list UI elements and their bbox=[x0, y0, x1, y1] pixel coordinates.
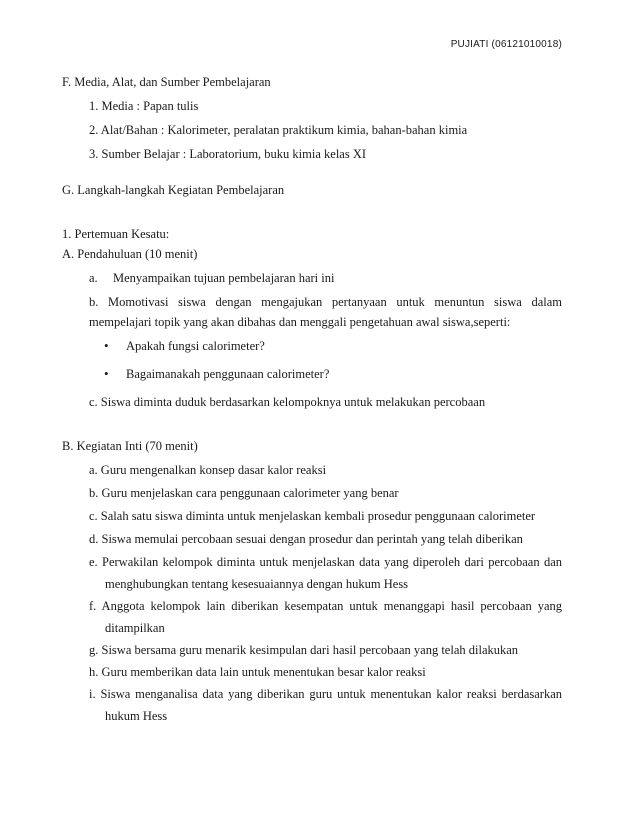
part-a-item-a-number: a. bbox=[89, 271, 98, 285]
part-a-item-a bbox=[89, 268, 562, 288]
section-f-item-1: 1. Media : Papan tulis bbox=[89, 99, 199, 113]
part-a-bullet-2 bbox=[104, 364, 544, 384]
section-f-title: F. Media, Alat, dan Sumber Pembelajaran bbox=[62, 75, 271, 89]
part-a-item-b-line-1: b. Momotivasi siswa dengan mengajukan pertanyaan untuk menuntun siswa dalam bbox=[89, 295, 562, 309]
part-b-item-i-line-2: hukum Hess bbox=[105, 709, 168, 723]
part-b-title: B. Kegiatan Inti (70 menit) bbox=[62, 439, 198, 453]
bullet-icon: • bbox=[104, 366, 109, 381]
part-a-title: A. Pendahuluan (10 menit) bbox=[62, 247, 198, 261]
part-b-item-f-line-2: ditampilkan bbox=[105, 621, 165, 635]
part-a-item-b-line-2: mempelajari topik yang akan dibahas dan menggali pengetahuan awal siswa,seperti: bbox=[89, 315, 511, 329]
part-a-bullet-1 bbox=[104, 336, 544, 356]
part-b-item-f-line-1: f. Anggota kelompok lain diberikan kesempatan untuk menanggapi hasil percobaan yang bbox=[89, 599, 562, 613]
section-f-item-3: 3. Sumber Belajar : Laboratorium, buku kimia kelas XI bbox=[89, 147, 367, 161]
part-a-item-a-text: Menyampaikan tujuan pembelajaran hari ini bbox=[113, 271, 335, 285]
part-a-item-c: c. Siswa diminta duduk berdasarkan kelompoknya untuk melakukan percobaan bbox=[89, 395, 486, 409]
bullet-icon: • bbox=[104, 338, 109, 353]
part-b-item-g: g. Siswa bersama guru menarik kesimpulan dari hasil percobaan yang telah dilakukan bbox=[89, 643, 519, 657]
part-b-item-h: h. Guru memberikan data lain untuk menentukan besar kalor reaksi bbox=[89, 665, 426, 679]
part-b-item-e-line-1: e. Perwakilan kelompok diminta untuk menjelaskan data yang diperoleh dari percobaan dan bbox=[89, 555, 562, 569]
section-g-title: G. Langkah-langkah Kegiatan Pembelajaran bbox=[62, 183, 285, 197]
part-a-bullet-1-text: Apakah fungsi calorimeter? bbox=[126, 339, 265, 353]
part-b-item-c: c. Salah satu siswa diminta untuk menjelaskan kembali prosedur penggunaan calorimeter bbox=[89, 509, 536, 523]
part-b-item-a: a. Guru mengenalkan konsep dasar kalor reaksi bbox=[89, 463, 327, 477]
part-a-bullet-2-text: Bagaimanakah penggunaan calorimeter? bbox=[126, 367, 330, 381]
part-b-item-i-line-1: i. Siswa menganalisa data yang diberikan guru untuk menentukan kalor reaksi berdasarkan bbox=[89, 687, 562, 701]
section-f-item-2: 2. Alat/Bahan : Kalorimeter, peralatan praktikum kimia, bahan-bahan kimia bbox=[89, 123, 468, 137]
meeting-title: 1. Pertemuan Kesatu: bbox=[62, 227, 170, 241]
part-b-item-e-line-2: menghubungkan tentang kesesuaiannya dengan hukum Hess bbox=[105, 577, 409, 591]
page-header-author: PUJIATI (06121010018) bbox=[450, 39, 562, 50]
part-b-item-d: d. Siswa memulai percobaan sesuai dengan prosedur dan perintah yang telah diberikan bbox=[89, 532, 523, 546]
part-b-item-b: b. Guru menjelaskan cara penggunaan calorimeter yang benar bbox=[89, 486, 399, 500]
